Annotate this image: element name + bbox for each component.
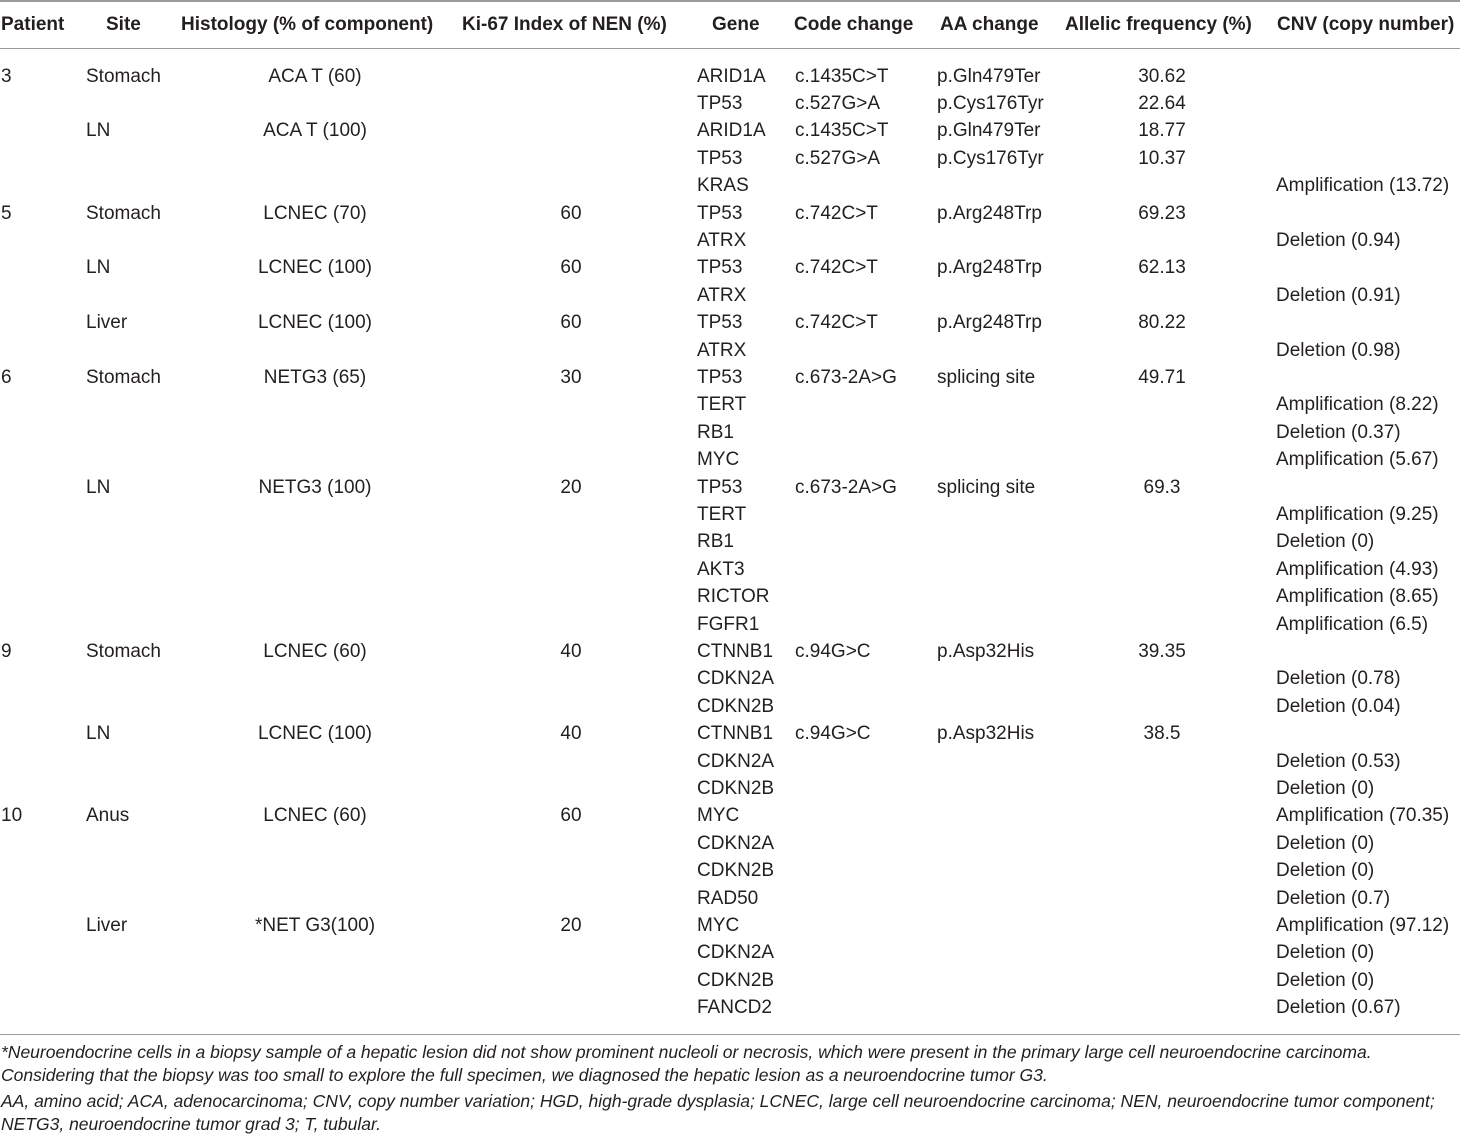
table-row bbox=[0, 337, 1460, 364]
header-ki67: Ki-67 Index of NEN (%) bbox=[462, 14, 667, 35]
cell-cnv: Amplification (6.5) bbox=[1276, 613, 1429, 635]
table-row bbox=[0, 693, 1460, 720]
cell-histology: LCNEC (100) bbox=[257, 257, 373, 279]
cell-ki67: 20 bbox=[560, 914, 582, 936]
cell-code-change: c.527G>A bbox=[795, 147, 881, 169]
cell-gene: TERT bbox=[697, 503, 747, 525]
cell-cnv: Deletion (0.98) bbox=[1276, 339, 1401, 361]
cell-code-change: c.742C>T bbox=[795, 312, 878, 334]
cell-gene: RAD50 bbox=[697, 887, 759, 909]
cell-patient: 5 bbox=[1, 202, 12, 224]
table-row bbox=[0, 885, 1460, 912]
footnote-biopsy: *Neuroendocrine cells in a biopsy sample of a hepatic lesion did not show prominent nucleoli or necrosis, which were present in the primary large cell neuroendocrine carcinoma. Considering that the biopsy was too small to explore the full specimen, we diagnosed the hepatic lesion as a neuroendocrine tumor G3. bbox=[1, 1042, 1372, 1085]
cell-gene: TP53 bbox=[697, 147, 743, 169]
cell-code-change: c.1435C>T bbox=[795, 120, 889, 142]
cell-cnv: Deletion (0) bbox=[1276, 942, 1375, 964]
cell-gene: CDKN2B bbox=[697, 969, 775, 991]
cell-code-change: c.1435C>T bbox=[795, 65, 889, 87]
cell-code-change: c.94G>C bbox=[795, 723, 871, 745]
table-row bbox=[0, 748, 1460, 775]
cell-gene: FANCD2 bbox=[697, 997, 772, 1019]
cell-cnv: Deletion (0) bbox=[1276, 969, 1375, 991]
table-row bbox=[0, 364, 1460, 391]
table-row bbox=[0, 638, 1460, 665]
cell-histology: ACA T (60) bbox=[268, 65, 362, 87]
table-header-rule bbox=[0, 48, 1460, 49]
cell-gene: CDKN2B bbox=[697, 860, 775, 882]
cell-aa-change: p.Asp32His bbox=[937, 723, 1035, 745]
cell-cnv: Amplification (13.72) bbox=[1276, 175, 1450, 197]
cell-histology: LCNEC (60) bbox=[263, 640, 367, 662]
cell-aa-change: p.Arg248Trp bbox=[937, 257, 1042, 279]
cell-gene: TP53 bbox=[697, 366, 743, 388]
cell-allelic-frequency: 69.23 bbox=[1138, 202, 1186, 224]
table-row bbox=[0, 282, 1460, 309]
cell-gene: ARID1A bbox=[697, 120, 766, 142]
cell-cnv: Deletion (0.78) bbox=[1276, 668, 1401, 690]
header-allelic-frequency: Allelic frequency (%) bbox=[1065, 14, 1252, 35]
cell-allelic-frequency: 38.5 bbox=[1143, 723, 1181, 745]
cell-cnv: Amplification (70.35) bbox=[1276, 805, 1450, 827]
cell-allelic-frequency: 22.64 bbox=[1138, 92, 1186, 114]
table-row bbox=[0, 830, 1460, 857]
table-row bbox=[0, 254, 1460, 281]
cell-ki67: 60 bbox=[560, 312, 582, 334]
cell-gene: ATRX bbox=[697, 284, 747, 306]
table-row bbox=[0, 583, 1460, 610]
header-cnv: CNV (copy number) bbox=[1277, 14, 1455, 35]
cell-gene: TP53 bbox=[697, 476, 743, 498]
cell-ki67: 30 bbox=[560, 366, 582, 388]
table-row bbox=[0, 611, 1460, 638]
cell-code-change: c.742C>T bbox=[795, 202, 878, 224]
cell-cnv: Amplification (97.12) bbox=[1276, 914, 1450, 936]
cell-patient: 9 bbox=[1, 640, 12, 662]
cell-histology: NETG3 (100) bbox=[258, 476, 372, 498]
table-row bbox=[0, 857, 1460, 884]
cell-cnv: Deletion (0.7) bbox=[1276, 887, 1391, 909]
cell-site: Stomach bbox=[86, 640, 161, 662]
table-bottom-rule bbox=[0, 1034, 1460, 1035]
cell-gene: FGFR1 bbox=[697, 613, 760, 635]
cell-aa-change: p.Cys176Tyr bbox=[937, 147, 1044, 169]
table-row bbox=[0, 939, 1460, 966]
cell-aa-change: p.Arg248Trp bbox=[937, 312, 1042, 334]
table-row bbox=[0, 501, 1460, 528]
cell-patient: 10 bbox=[1, 805, 23, 827]
table-row bbox=[0, 90, 1460, 117]
cell-histology: LCNEC (100) bbox=[257, 723, 373, 745]
header-gene: Gene bbox=[712, 14, 760, 35]
cell-cnv: Amplification (4.93) bbox=[1276, 558, 1439, 580]
cell-gene: CDKN2A bbox=[697, 750, 775, 772]
cell-histology: LCNEC (70) bbox=[263, 202, 367, 224]
table-row bbox=[0, 912, 1460, 939]
cell-histology: NETG3 (65) bbox=[263, 366, 367, 388]
cell-gene: TP53 bbox=[697, 312, 743, 334]
cell-gene: CDKN2A bbox=[697, 832, 775, 854]
table-row bbox=[0, 117, 1460, 144]
table-row bbox=[0, 802, 1460, 829]
cell-gene: CTNNB1 bbox=[697, 640, 774, 662]
cell-gene: AKT3 bbox=[697, 558, 745, 580]
cell-site: LN bbox=[86, 257, 111, 279]
cell-ki67: 40 bbox=[560, 640, 582, 662]
cell-gene: RB1 bbox=[697, 421, 734, 443]
cell-gene: TP53 bbox=[697, 257, 743, 279]
cell-gene: KRAS bbox=[697, 175, 749, 197]
cell-gene: MYC bbox=[697, 914, 740, 936]
cell-gene: TP53 bbox=[697, 92, 743, 114]
cell-gene: RB1 bbox=[697, 531, 734, 553]
cell-ki67: 60 bbox=[560, 202, 582, 224]
table-top-rule bbox=[0, 0, 1460, 2]
table-row bbox=[0, 967, 1460, 994]
cell-code-change: c.673-2A>G bbox=[795, 476, 897, 498]
header-aa-change: AA change bbox=[940, 14, 1039, 35]
table-footnotes bbox=[1, 1041, 1457, 1139]
cell-ki67: 60 bbox=[560, 805, 582, 827]
cell-cnv: Deletion (0.53) bbox=[1276, 750, 1401, 772]
cell-site: Liver bbox=[86, 312, 128, 334]
cell-code-change: c.673-2A>G bbox=[795, 366, 897, 388]
cell-code-change: c.527G>A bbox=[795, 92, 881, 114]
cell-allelic-frequency: 62.13 bbox=[1138, 257, 1186, 279]
cell-allelic-frequency: 18.77 bbox=[1138, 120, 1186, 142]
cell-cnv: Deletion (0.37) bbox=[1276, 421, 1401, 443]
table-row bbox=[0, 994, 1460, 1021]
header-histology: Histology (% of component) bbox=[181, 14, 434, 35]
cell-gene: CDKN2B bbox=[697, 777, 775, 799]
header-code-change: Code change bbox=[794, 14, 914, 35]
cell-cnv: Deletion (0) bbox=[1276, 777, 1375, 799]
cell-cnv: Deletion (0.67) bbox=[1276, 997, 1401, 1019]
cell-gene: CTNNB1 bbox=[697, 723, 774, 745]
cell-gene: RICTOR bbox=[697, 586, 770, 608]
footnote-abbreviations: AA, amino acid; ACA, adenocarcinoma; CNV, copy number variation; HGD, high-grade dysplasia; LCNEC, large cell neuroendocrine carcinoma; NEN, neuroendocrine tumor component; NETG3, neuroendocrine tumor grad 3; T, tubular. bbox=[1, 1091, 1435, 1134]
cell-site: Liver bbox=[86, 914, 128, 936]
cell-code-change: c.94G>C bbox=[795, 640, 871, 662]
cell-gene: MYC bbox=[697, 805, 740, 827]
cell-gene: ATRX bbox=[697, 229, 747, 251]
header-site: Site bbox=[106, 14, 141, 35]
cell-aa-change: splicing site bbox=[937, 476, 1036, 498]
cell-code-change: c.742C>T bbox=[795, 257, 878, 279]
table-row bbox=[0, 309, 1460, 336]
table-row bbox=[0, 556, 1460, 583]
cell-aa-change: p.Gln479Ter bbox=[937, 120, 1041, 142]
cell-allelic-frequency: 10.37 bbox=[1138, 147, 1186, 169]
cell-histology: *NET G3(100) bbox=[254, 914, 376, 936]
cell-allelic-frequency: 49.71 bbox=[1138, 366, 1186, 388]
cell-aa-change: splicing site bbox=[937, 366, 1036, 388]
cell-gene: TERT bbox=[697, 394, 747, 416]
cell-ki67: 40 bbox=[560, 723, 582, 745]
cell-cnv: Amplification (8.65) bbox=[1276, 586, 1439, 608]
table-row bbox=[0, 227, 1460, 254]
cell-gene: ATRX bbox=[697, 339, 747, 361]
cell-site: LN bbox=[86, 476, 111, 498]
cell-patient: 3 bbox=[1, 65, 12, 87]
cell-allelic-frequency: 30.62 bbox=[1138, 65, 1186, 87]
cell-ki67: 20 bbox=[560, 476, 582, 498]
cell-gene: CDKN2B bbox=[697, 695, 775, 717]
cell-gene: CDKN2A bbox=[697, 942, 775, 964]
cell-cnv: Deletion (0.94) bbox=[1276, 229, 1401, 251]
table-row bbox=[0, 145, 1460, 172]
cell-gene: TP53 bbox=[697, 202, 743, 224]
table-row bbox=[0, 63, 1460, 90]
cell-allelic-frequency: 69.3 bbox=[1143, 476, 1181, 498]
table-row bbox=[0, 172, 1460, 199]
table-row bbox=[0, 391, 1460, 418]
cell-allelic-frequency: 39.35 bbox=[1138, 640, 1186, 662]
cell-cnv: Deletion (0.91) bbox=[1276, 284, 1401, 306]
cell-aa-change: p.Arg248Trp bbox=[937, 202, 1042, 224]
table-row bbox=[0, 200, 1460, 227]
cell-cnv: Deletion (0) bbox=[1276, 832, 1375, 854]
cell-cnv: Deletion (0) bbox=[1276, 531, 1375, 553]
table-row bbox=[0, 446, 1460, 473]
cell-cnv: Amplification (5.67) bbox=[1276, 449, 1439, 471]
cell-aa-change: p.Cys176Tyr bbox=[937, 92, 1044, 114]
table-row bbox=[0, 720, 1460, 747]
cell-aa-change: p.Gln479Ter bbox=[937, 65, 1041, 87]
cell-histology: LCNEC (100) bbox=[257, 312, 373, 334]
cell-site: Stomach bbox=[86, 366, 161, 388]
cell-site: LN bbox=[86, 723, 111, 745]
cell-patient: 6 bbox=[1, 366, 12, 388]
table-row bbox=[0, 419, 1460, 446]
table-row bbox=[0, 474, 1460, 501]
cell-histology: LCNEC (60) bbox=[263, 805, 367, 827]
cell-site: LN bbox=[86, 120, 111, 142]
cell-site: Stomach bbox=[86, 65, 161, 87]
table-row bbox=[0, 775, 1460, 802]
cell-ki67: 60 bbox=[560, 257, 582, 279]
header-patient: Patient bbox=[1, 14, 65, 35]
cell-cnv: Amplification (8.22) bbox=[1276, 394, 1439, 416]
cell-cnv: Deletion (0) bbox=[1276, 860, 1375, 882]
cell-cnv: Amplification (9.25) bbox=[1276, 503, 1439, 525]
cell-gene: MYC bbox=[697, 449, 740, 471]
cell-gene: CDKN2A bbox=[697, 668, 775, 690]
cell-histology: ACA T (100) bbox=[263, 120, 367, 142]
table-row bbox=[0, 665, 1460, 692]
cell-aa-change: p.Asp32His bbox=[937, 640, 1035, 662]
table-row bbox=[0, 528, 1460, 555]
cell-allelic-frequency: 80.22 bbox=[1138, 312, 1186, 334]
cell-site: Stomach bbox=[86, 202, 161, 224]
cell-site: Anus bbox=[86, 805, 130, 827]
cell-cnv: Deletion (0.04) bbox=[1276, 695, 1401, 717]
cell-gene: ARID1A bbox=[697, 65, 766, 87]
